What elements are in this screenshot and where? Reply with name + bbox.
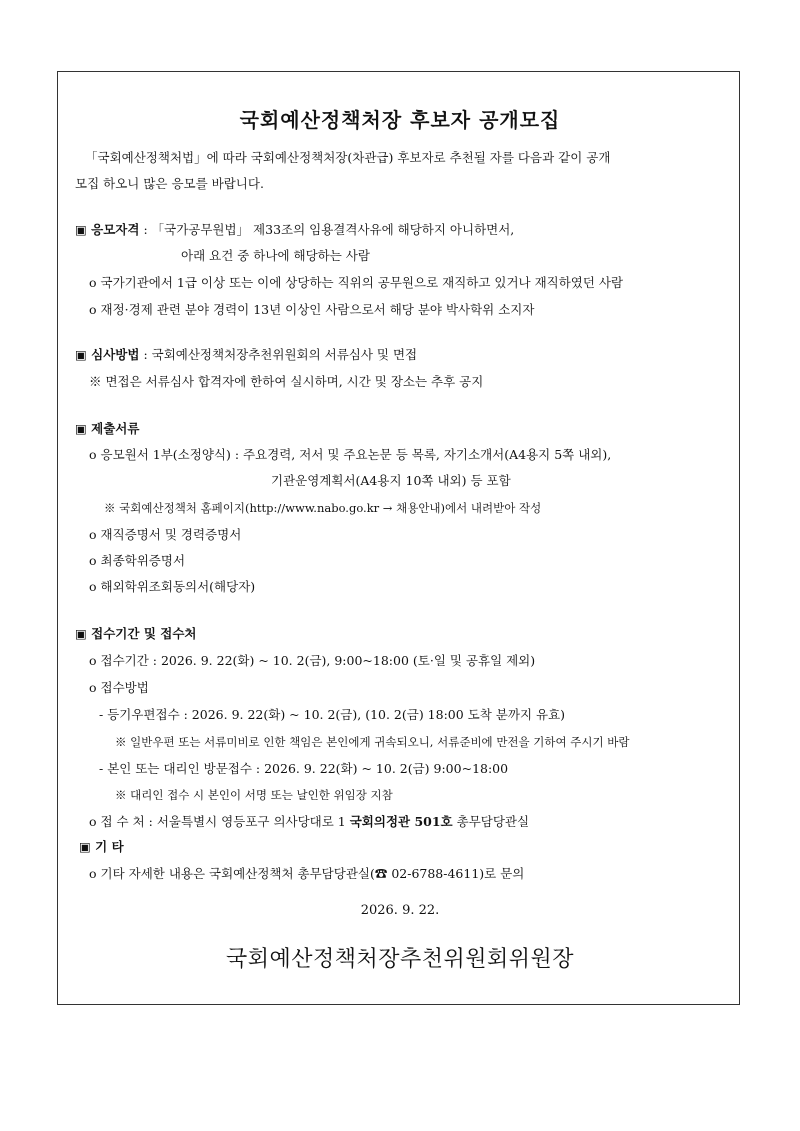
etc-text: o 기타 자세한 내용은 국회예산정책처 총무담당관실(☎ 02-6788-4611)로 문의 xyxy=(89,866,525,881)
review-note: ※ 면접은 서류심사 합격자에 한하여 실시하며, 시간 및 장소는 추후 공지 xyxy=(89,374,484,389)
qualification-text: : 「국가공무원법」 제33조의 임용결격사유에 해당하지 아니하면서, xyxy=(139,222,515,237)
qualification-heading: ▣ 응모자격 xyxy=(75,222,140,237)
reception-period: o 접수기간 : 2026. 9. 22(화) ~ 10. 2(금), 9:00~18:00 (토·일 및 공휴일 제외) xyxy=(89,653,536,668)
etc-heading: ▣ 기 타 xyxy=(79,839,124,854)
reception-method: o 접수방법 xyxy=(89,680,149,695)
reception-heading: ▣ 접수기간 및 접수처 xyxy=(75,626,197,641)
documents-item-1a: o 응모원서 1부(소정양식) : 주요경력, 저서 및 주요논문 등 목록, 자기소개서(A4용지 5쪽 내외), xyxy=(89,447,612,462)
review-text: : 국회예산정책처장추천위원회의 서류심사 및 면접 xyxy=(139,347,418,362)
qualification-item-2: o 재정·경제 관련 분야 경력이 13년 이상인 사람으로서 해당 분야 박사학위 소지자 xyxy=(89,302,535,317)
reception-place-prefix: o 접 수 처 : 서울특별시 영등포구 의사당대로 1 xyxy=(89,814,350,829)
reception-visit: - 본인 또는 대리인 방문접수 : 2026. 9. 22(화) ~ 10. 2(금) 9:00~18:00 xyxy=(99,761,509,776)
intro-line-1: 「국회예산정책처법」에 따라 국회예산정책처장(차관급) 후보자로 추천될 자를 다음과 같이 공개 xyxy=(85,150,611,165)
documents-item-4: o 해외학위조회동의서(해당자) xyxy=(89,579,256,594)
reception-place-suffix: 총무담당관실 xyxy=(452,814,530,829)
reception-visit-note: ※ 대리인 접수 시 본인이 서명 또는 날인한 위임장 지참 xyxy=(115,788,393,802)
documents-heading: ▣ 제출서류 xyxy=(75,421,140,436)
document-signer: 국회예산정책처장추천위원회위원장 xyxy=(225,947,575,972)
intro-line-2: 모집 하오니 많은 응모를 바랍니다. xyxy=(75,176,264,191)
reception-place-room: 국회의정관 501호 xyxy=(349,814,453,829)
document-date: 2026. 9. 22. xyxy=(360,903,440,918)
documents-item-2: o 재직증명서 및 경력증명서 xyxy=(89,527,242,542)
reception-mail-note: ※ 일반우편 또는 서류미비로 인한 책임은 본인에게 귀속되오니, 서류준비에 만전을 기하여 주시기 바람 xyxy=(115,735,630,749)
review-section xyxy=(75,346,417,364)
qualification-item-1: o 국가기관에서 1급 이상 또는 이에 상당하는 직위의 공무원으로 재직하고 있거나 재직하였던 사람 xyxy=(89,275,624,290)
review-heading: ▣ 심사방법 xyxy=(75,347,140,362)
reception-mail: - 등기우편접수 : 2026. 9. 22(화) ~ 10. 2(금), (10. 2(금) 18:00 도착 분까지 유효) xyxy=(99,707,566,722)
qualification-text-2: 아래 요건 중 하나에 해당하는 사람 xyxy=(181,248,370,263)
documents-item-3: o 최종학위증명서 xyxy=(89,553,186,568)
documents-note: ※ 국회예산정책처 홈페이지(http://www.nabo.go.kr → 채용안내)에서 내려받아 작성 xyxy=(104,501,542,515)
qualification-section xyxy=(75,221,514,239)
documents-item-1b: 기관운영계획서(A4용지 10쪽 내외) 등 포함 xyxy=(271,473,511,488)
document-title: 국회예산정책처장 후보자 공개모집 xyxy=(239,108,561,132)
reception-place xyxy=(89,813,529,831)
